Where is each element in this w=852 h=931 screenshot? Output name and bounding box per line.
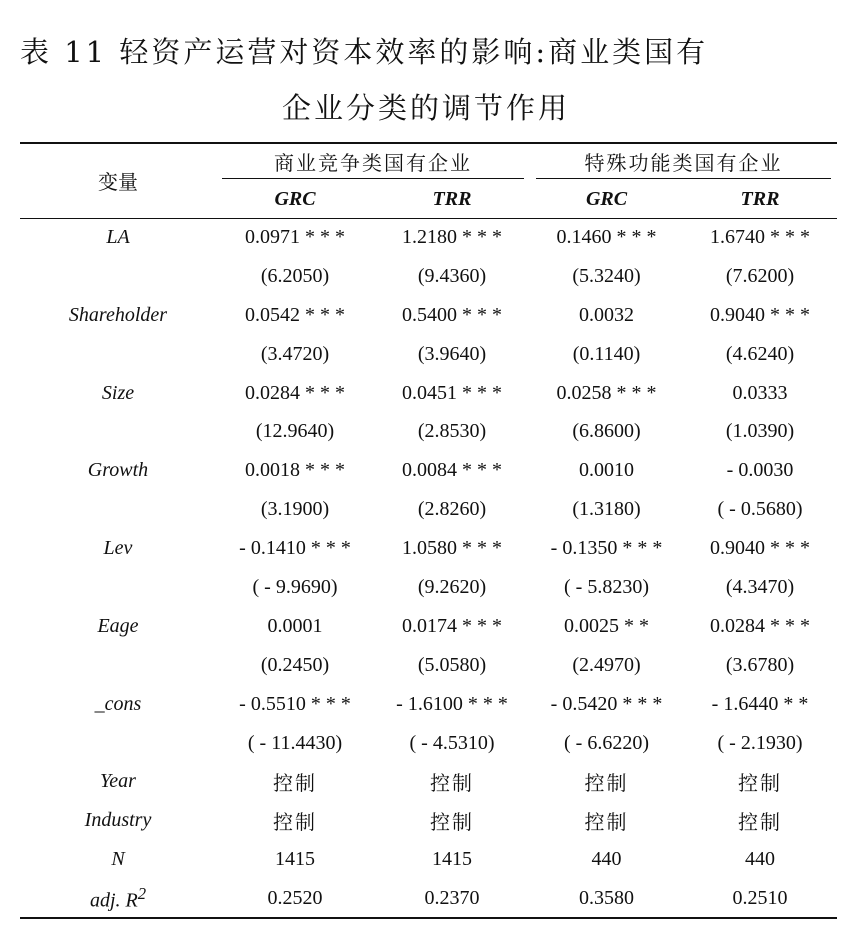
table-row — [20, 724, 837, 763]
row-label: Lev — [103, 537, 133, 560]
table-cell: 0.0542 * * * — [245, 303, 345, 326]
table-cell: 0.9040 * * * — [710, 303, 810, 326]
table-cell: (3.1900) — [260, 498, 330, 521]
table-cell: 1415 — [432, 848, 472, 871]
table-cell: 0.0032 — [579, 303, 634, 326]
table-cell: 0.9040 * * * — [710, 537, 810, 560]
table-cell: ( - 2.1930) — [717, 731, 803, 754]
table-cell: - 0.0030 — [726, 459, 794, 482]
table-cell: 440 — [745, 848, 775, 871]
table-cell: 控制 — [738, 771, 782, 796]
table-cell: 0.0025 * * — [564, 614, 649, 637]
table-cell: (1.3180) — [572, 498, 641, 521]
row-label: Year — [100, 770, 136, 793]
table-cell: 控制 — [584, 771, 629, 796]
table-cell: 0.0018 * * * — [245, 459, 345, 482]
table-cell: ( - 11.4430) — [247, 731, 343, 754]
group-header-special-function: 特殊功能类国有企业 — [530, 143, 837, 181]
table-cell: - 0.5420 * * * — [550, 692, 663, 715]
table-cell: (5.3240) — [572, 264, 641, 287]
table-cell: ( - 4.5310) — [409, 731, 495, 754]
table-cell: 控制 — [273, 771, 317, 796]
table-cell: ( - 9.9690) — [252, 575, 338, 598]
table-cell: 0.0174 * * * — [402, 614, 502, 637]
row-label — [20, 879, 216, 918]
row-label: Shareholder — [68, 303, 168, 326]
row-label — [20, 646, 216, 685]
row-label — [20, 412, 216, 451]
row-label: _cons — [94, 692, 142, 715]
table-cell: (3.6780) — [725, 653, 795, 676]
table-cell: 0.0258 * * * — [556, 381, 657, 404]
superscript-2: 2 — [137, 883, 147, 903]
table-cell: (3.9640) — [417, 342, 487, 365]
table-cell: (0.2450) — [260, 653, 330, 676]
table-row-year-control — [20, 762, 837, 801]
table-cell: (6.2050) — [260, 264, 330, 287]
table-cell: 0.3580 — [579, 886, 634, 909]
table-cell: 0.0971 * * * — [245, 226, 345, 249]
table-cell: - 0.1410 * * * — [239, 537, 351, 560]
table-cell: 控制 — [738, 810, 782, 835]
table-cell: 0.0451 * * * — [402, 381, 502, 404]
table-cell: 1.6740 * * * — [710, 226, 810, 249]
table-row — [20, 529, 837, 568]
row-label — [20, 568, 216, 607]
table-cell: - 0.1350 * * * — [550, 537, 663, 560]
table-cell: - 1.6440 * * — [711, 692, 809, 715]
table-cell: (6.8600) — [572, 420, 641, 443]
adj-r-label: adj. R — [89, 889, 138, 912]
table-cell: 0.2520 — [267, 886, 323, 909]
table-cell: ( - 6.6220) — [564, 731, 649, 754]
table-cell: 1.2180 * * * — [402, 226, 502, 249]
table-row — [20, 451, 837, 490]
table-cell: (4.3470) — [725, 575, 795, 598]
table-cell: 0.2510 — [732, 886, 788, 909]
table-cell: (9.2620) — [417, 575, 487, 598]
table-row — [20, 257, 837, 296]
table-row-observations — [20, 840, 837, 879]
row-label: Growth — [87, 459, 149, 482]
column-header-grc-2: GRC — [530, 181, 683, 218]
table-cell: 控制 — [273, 810, 317, 835]
table-cell: 0.1460 * * * — [556, 226, 657, 249]
table-row — [20, 412, 837, 451]
table-caption-line-2: 企业分类的调节作用 — [281, 91, 570, 125]
table-row — [20, 296, 837, 335]
row-label: Industry — [84, 809, 152, 832]
row-label: Eage — [97, 614, 139, 637]
table-cell: (1.0390) — [725, 420, 795, 443]
row-label: LA — [106, 226, 130, 249]
results-table — [20, 142, 837, 919]
table-cell: 440 — [591, 848, 622, 871]
table-cell: (2.4970) — [572, 653, 641, 676]
table-cell: 控制 — [430, 810, 474, 835]
table-cell: 1415 — [275, 848, 315, 871]
table-row — [20, 374, 837, 413]
table-cell: 0.0084 * * * — [402, 459, 502, 482]
row-label — [20, 257, 216, 296]
table-cell: 0.0001 — [267, 614, 323, 637]
table-cell: (5.0580) — [417, 653, 487, 676]
table-cell: (7.6200) — [725, 264, 795, 287]
regression-table — [20, 142, 837, 919]
table-cell: (4.6240) — [725, 342, 795, 365]
table-cell: - 0.5510 * * * — [239, 692, 351, 715]
table-cell: 0.2370 — [424, 886, 480, 909]
table-cell: 0.0010 — [579, 459, 634, 482]
table-row — [20, 335, 837, 374]
table-caption-line-1: 表 11 轻资产运营对资本效率的影响:商业类国有 — [20, 35, 709, 69]
table-row-industry-control — [20, 801, 837, 840]
table-row — [20, 490, 837, 529]
table-cell: 控制 — [584, 810, 629, 835]
table-cell: 1.0580 * * * — [402, 537, 502, 560]
row-label — [20, 335, 216, 374]
table-row — [20, 685, 837, 724]
table-cell: (0.1140) — [572, 342, 641, 365]
table-row — [20, 646, 837, 685]
table-cell: (3.4720) — [260, 342, 330, 365]
table-cell: (9.4360) — [417, 264, 487, 287]
table-cell: ( - 5.8230) — [564, 575, 649, 598]
row-label — [20, 490, 216, 529]
column-header-trr-1: TRR — [374, 181, 530, 218]
table-cell: (2.8260) — [417, 498, 487, 521]
row-label: N — [111, 848, 125, 871]
column-header-grc-1: GRC — [216, 181, 374, 218]
table-row — [20, 607, 837, 646]
table-cell: - 1.6100 * * * — [396, 692, 508, 715]
variable-header: 变量 — [20, 143, 216, 218]
column-header-trr-2: TRR — [683, 181, 837, 218]
row-label — [20, 724, 216, 763]
table-cell: (12.9640) — [255, 420, 335, 443]
table-row — [20, 568, 837, 607]
table-cell: (2.8530) — [417, 420, 487, 443]
table-cell: 0.5400 * * * — [402, 303, 502, 326]
table-cell: 控制 — [430, 771, 474, 796]
table-cell: ( - 0.5680) — [717, 498, 803, 521]
row-label: Size — [101, 381, 135, 404]
table-row-adj-r2 — [20, 879, 837, 918]
table-cell: 0.0284 * * * — [710, 614, 810, 637]
table-cell: 0.0333 — [732, 381, 788, 404]
table-row — [20, 218, 837, 257]
group-header-commercial-competitive: 商业竞争类国有企业 — [216, 143, 530, 181]
table-cell: 0.0284 * * * — [245, 381, 345, 404]
